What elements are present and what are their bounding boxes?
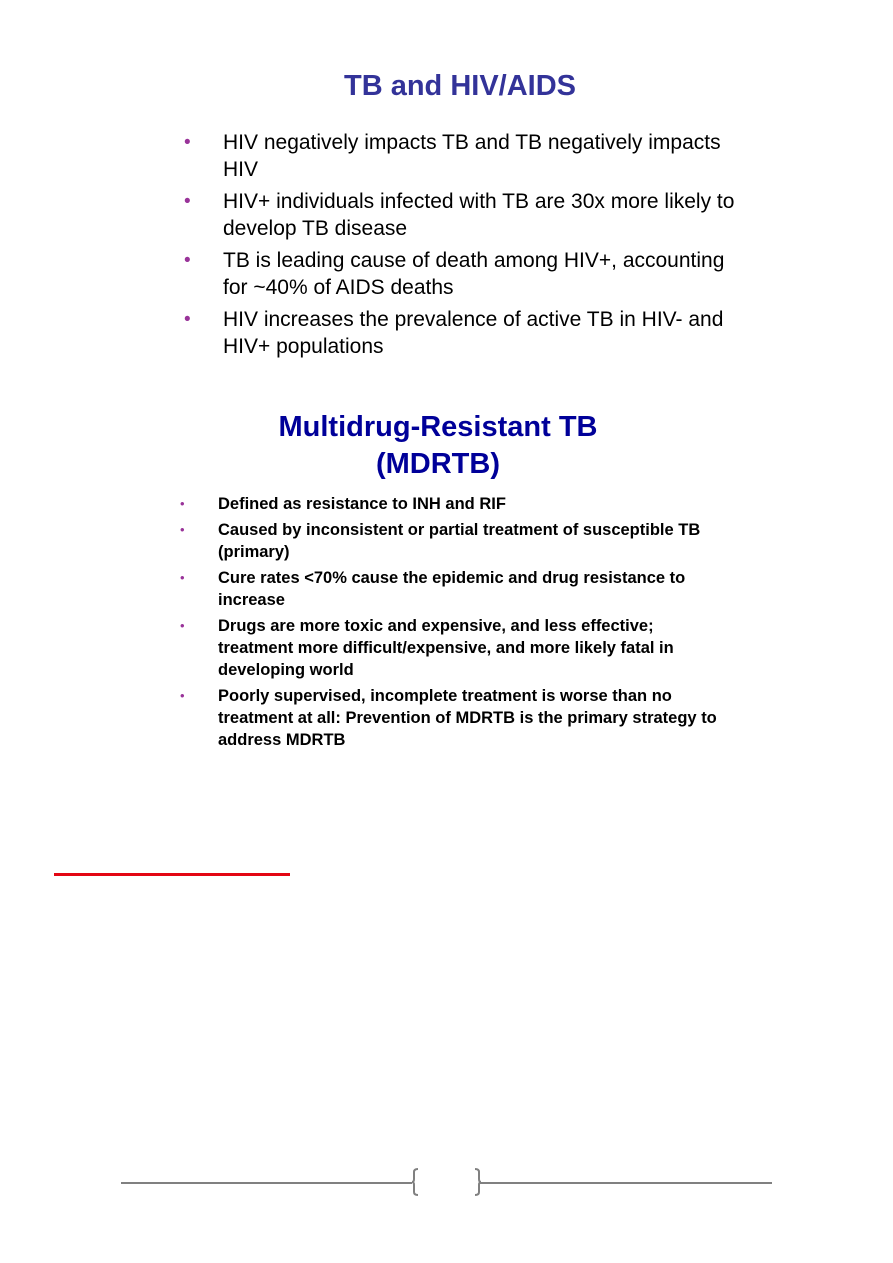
mdrtb-bullet-list: [180, 493, 720, 755]
section-title-mdrtb: [0, 409, 876, 483]
bullet-icon: •: [180, 570, 185, 585]
tb-hiv-bullet-list: [184, 130, 744, 366]
list-item: [180, 519, 720, 563]
footer-rule-left: [121, 1182, 412, 1184]
list-item: [180, 685, 720, 751]
bullet-text: HIV increases the prevalence of active TB in HIV- and HIV+ populations: [223, 308, 724, 358]
list-item: [180, 567, 720, 611]
list-item: [184, 307, 744, 360]
section-title-line: (MDRTB): [375, 448, 500, 480]
bullet-icon: •: [184, 309, 191, 330]
footer-rule-right: [480, 1182, 772, 1184]
left-brace-icon: [411, 1168, 419, 1196]
bullet-text: Cure rates <70% cause the epidemic and drug resistance to increase: [218, 569, 686, 609]
bullet-icon: •: [180, 688, 185, 703]
bullet-text: Defined as resistance to INH and RIF: [218, 495, 506, 513]
bullet-icon: •: [184, 191, 191, 212]
bullet-text: HIV+ individuals infected with TB are 30x more likely to develop TB disease: [223, 190, 735, 240]
bullet-text: TB is leading cause of death among HIV+, accounting for ~40% of AIDS deaths: [223, 249, 725, 299]
list-item: [180, 493, 720, 515]
bullet-icon: •: [180, 522, 185, 537]
bullet-icon: •: [184, 132, 191, 153]
section-title-line: Multidrug-Resistant TB: [278, 411, 598, 443]
bullet-icon: •: [180, 618, 185, 633]
list-item: [184, 130, 744, 183]
list-item: [184, 189, 744, 242]
section-title-tb-hiv-aids: TB and HIV/AIDS: [343, 70, 576, 102]
bullet-text: HIV negatively impacts TB and TB negatively impacts HIV: [223, 131, 721, 181]
bullet-text: Drugs are more toxic and expensive, and less effective; treatment more difficult/expensive, and more likely fatal in developing world: [218, 617, 674, 679]
bullet-icon: •: [180, 496, 185, 511]
list-item: [180, 615, 720, 681]
bullet-text: Poorly supervised, incomplete treatment is worse than no treatment at all: Prevention of MDRTB is the primary strategy to address MDRTB: [218, 687, 717, 749]
bullet-text: Caused by inconsistent or partial treatment of susceptible TB (primary): [218, 521, 701, 561]
list-item: [184, 248, 744, 301]
bullet-icon: •: [184, 250, 191, 271]
footnote-separator-line: [54, 873, 290, 876]
